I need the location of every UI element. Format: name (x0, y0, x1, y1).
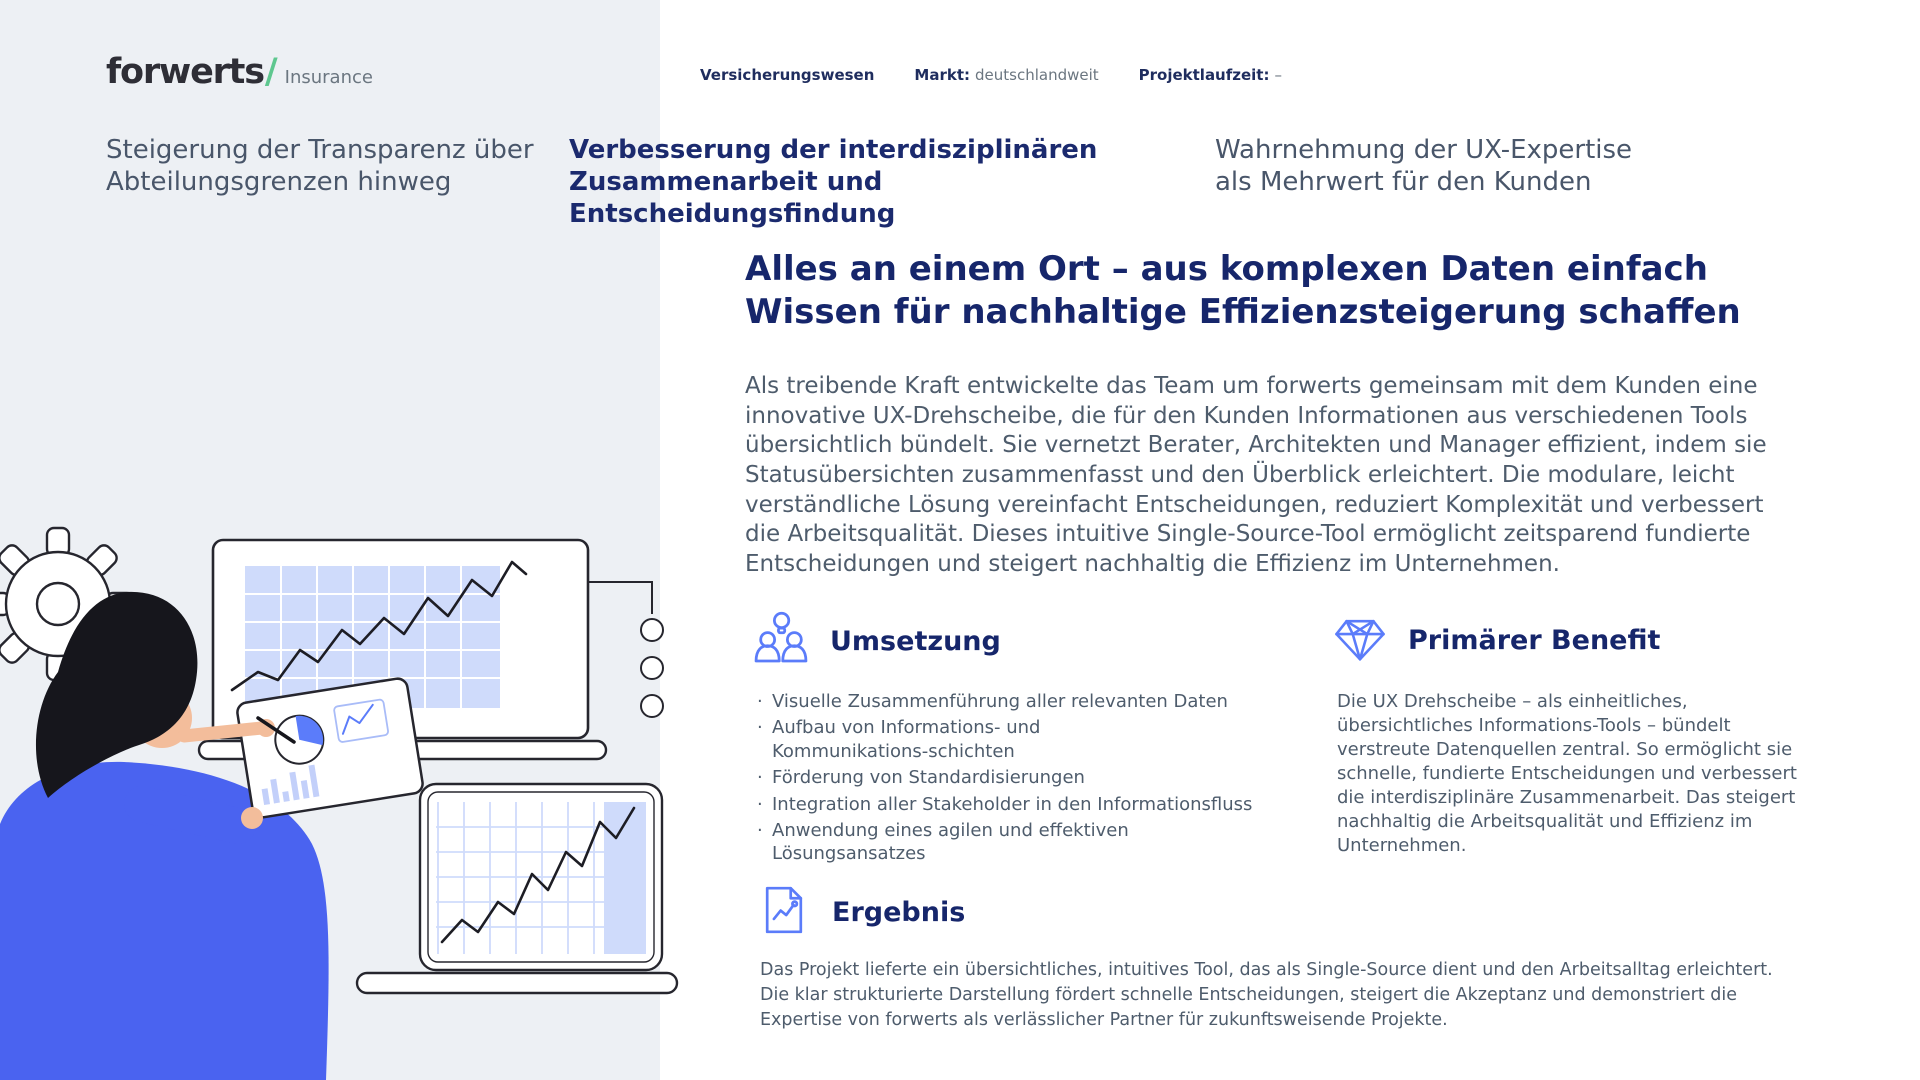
section-benefit-title: Primärer Benefit (1408, 624, 1661, 656)
brand-name: forwerts (106, 52, 264, 92)
data-analyst-illustration (0, 522, 680, 1080)
ergebnis-paragraph: Das Projekt lieferte ein übersichtliches, intuitives Tool, das als Single-Source dient und den Arbeitsalltag erleichtert. Die klar strukturierte Darstellung fördert schnelle Entscheidungen, steigert die Akzeptanz und demonstriert die Expertise von forwerts als verlässlicher Partner für zukunftsweisende Projekte. (760, 960, 1773, 1030)
meta-market (914, 66, 1098, 84)
section-ergebnis-title: Ergebnis (832, 896, 966, 928)
umsetzung-bullet-list (752, 690, 1277, 869)
list-item: · Anwendung eines agilen und effektiven Lösungsansatzes (752, 819, 1202, 866)
meta-industry (700, 66, 874, 84)
project-meta (700, 66, 1282, 84)
laptop-bottom-chart (357, 784, 677, 993)
brand-slash-icon: / (264, 52, 278, 92)
section-umsetzung-header (752, 610, 1001, 672)
meta-duration-label: Projektlaufzeit: (1138, 66, 1270, 84)
meta-market-value: deutschlandweit (975, 66, 1099, 84)
sweater-arm (142, 804, 238, 826)
goal-tab-zusammenarbeit-active[interactable]: Verbesserung der interdisziplinären Zusammenarbeit und Entscheidungsfindung (569, 135, 1098, 230)
benefit-paragraph: Die UX Drehscheibe – als einheitliches, übersichtliches Informations-Tools – bündelt verstreute Datenquellen zentral. So ermöglicht sie schnelle, fundierte Entscheidungen und verbessert die interdisziplinäre Zusammenarbeit. Das steigert nachhaltig die Arbeitsqualität und Effizienz im Unternehmen. (1337, 691, 1797, 856)
diamond-icon (1332, 610, 1388, 670)
section-benefit-header (1332, 610, 1660, 670)
list-item: · Förderung von Standardisierungen (752, 766, 1277, 789)
drawing-arm (184, 728, 262, 736)
meta-market-label: Markt: (914, 66, 970, 84)
section-ergebnis-header (756, 882, 965, 942)
list-item: · Visuelle Zusammenführung aller relevanten Daten (752, 690, 1277, 713)
holding-hand (241, 807, 263, 829)
people-lightbulb-icon (752, 610, 810, 672)
brand-suffix: Insurance (284, 67, 373, 88)
page-title: Alles an einem Ort – aus komplexen Daten einfach Wissen für nachhaltige Effizienzsteigerung schaffen (745, 249, 1741, 332)
meta-duration-value: – (1274, 66, 1282, 84)
goal-tab-transparenz[interactable]: Steigerung der Transparenz über Abteilungsgrenzen hinweg (106, 135, 534, 198)
document-chart-icon (756, 882, 812, 942)
cable-connector (588, 582, 663, 717)
brand-logo[interactable] (106, 52, 373, 92)
intro-paragraph: Als treibende Kraft entwickelte das Team um forwerts gemeinsam mit dem Kunden eine innovative UX-Drehscheibe, die für den Kunden Informationen aus verschiedenen Tools übersichtlich bündelt. Sie vernetzt Berater, Architekten und Manager effizient, indem sie Statusübersichten zusammenfasst und den Überblick erleichtert. Die modulare, leicht verständliche Lösung vereinfacht Entscheidungen, reduziert Komplexität und verbessert die Arbeitsqualität. Dieses intuitive Single-Source-Tool ermöglicht zeitsparend fundierte Entscheidungen und steigert nachhaltig die Effizienz im Unternehmen. (745, 373, 1767, 577)
list-item: · Integration aller Stakeholder in den Informationsfluss (752, 793, 1277, 816)
meta-duration (1139, 66, 1282, 84)
goal-tab-ux-expertise[interactable]: Wahrnehmung der UX-Expertise als Mehrwert für den Kunden (1215, 135, 1633, 198)
list-item: · Aufbau von Informations- und Kommunikations-schichten (752, 716, 1202, 763)
tablet (236, 677, 424, 818)
section-umsetzung-title: Umsetzung (830, 625, 1001, 657)
meta-industry-label: Versicherungswesen (700, 66, 875, 84)
